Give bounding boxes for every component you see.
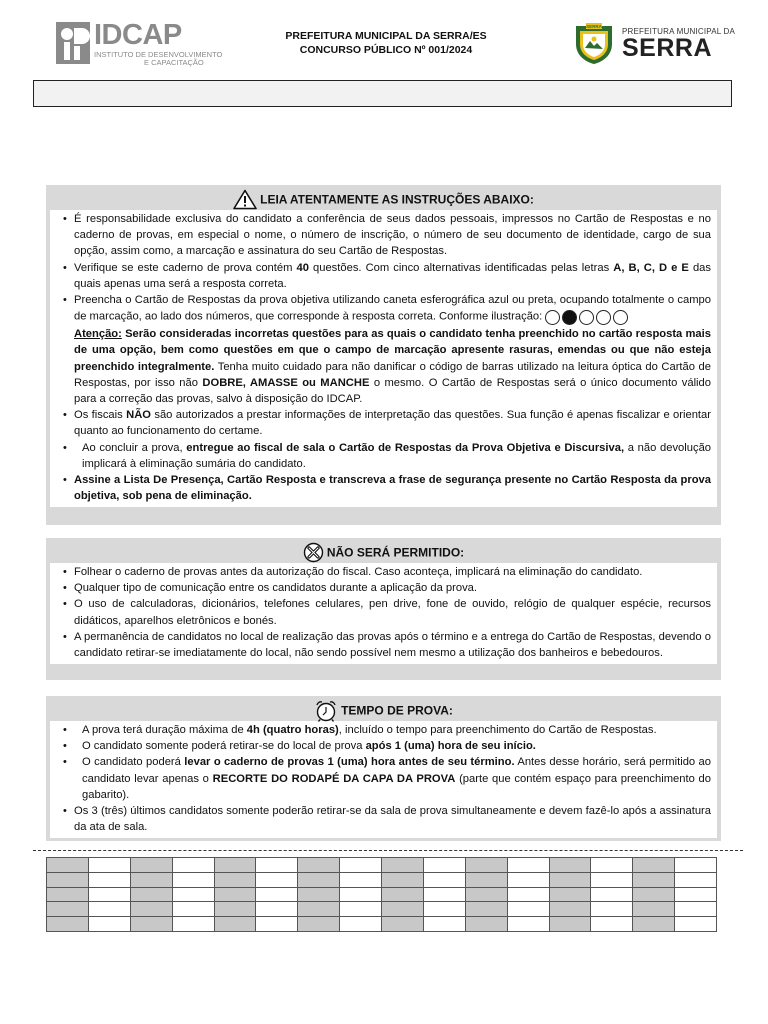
answer-grid-number-cell [214, 858, 256, 873]
answer-grid [46, 857, 717, 932]
prohibited-title: NÃO SERÁ PERMITIDO: [326, 545, 465, 560]
answer-grid-number-cell [549, 872, 591, 887]
answer-grid-answer-cell[interactable] [88, 872, 130, 887]
answer-grid-number-cell [214, 887, 256, 902]
list-item: • O uso de calculadoras, dicionários, telefones celulares, pen drive, fone de ouvido, relógio de qualquer espécie, recursos didáticos, aparelhos eletrônicos e bonés. [56, 596, 711, 628]
exam-title-line-2: CONCURSO PÚBLICO Nº 001/2024 [299, 44, 473, 56]
answer-grid-answer-cell[interactable] [591, 872, 633, 887]
exam-title-line-1: PREFEITURA MUNICIPAL DA SERRA/ES [285, 30, 487, 42]
serra-logo [572, 22, 736, 66]
prohibited-header [50, 542, 717, 563]
answer-grid-number-cell [465, 872, 507, 887]
answer-grid-number-cell [298, 902, 340, 917]
list-item: • O candidato somente poderá retirar-se do local de prova após 1 (uma) hora de seu início. [56, 738, 711, 754]
answer-grid-answer-cell[interactable] [591, 887, 633, 902]
answer-grid-number-cell [130, 902, 172, 917]
serra-logo-top-text: PREFEITURA MUNICIPAL DA [622, 27, 736, 36]
answer-grid-answer-cell[interactable] [507, 858, 549, 873]
list-item: • Ao concluir a prova, entregue ao fiscal de sala o Cartão de Respostas da Prova Objetiva e Discursiva, a não devolução implicará à eliminação sumária do candidato. [56, 440, 711, 472]
answer-grid-number-cell [549, 887, 591, 902]
answer-grid-number-cell [549, 902, 591, 917]
list-item: • Folhear o caderno de provas antes da autorização do fiscal. Caso aconteça, implicará na eliminação do candidato. [56, 564, 711, 580]
list-item: • A prova terá duração máxima de 4h (quatro horas), incluído o tempo para preenchimento do Cartão de Respostas. [56, 722, 711, 738]
answer-grid-answer-cell[interactable] [675, 887, 717, 902]
idcap-mark-icon [56, 22, 90, 64]
list-item: • Assine a Lista De Presença, Cartão Resposta e transcreva a frase de segurança presente no Cartão Resposta da prova objetiva, sob pena de eliminação. [56, 472, 711, 504]
alarm-clock-icon [314, 700, 338, 722]
candidate-name-field[interactable] [33, 80, 732, 107]
instructions-body [50, 210, 717, 507]
exam-title [240, 29, 532, 57]
answer-grid-row [47, 902, 717, 917]
answer-bubbles-example [545, 310, 628, 325]
answer-grid-answer-cell[interactable] [340, 858, 382, 873]
answer-grid-number-cell [214, 872, 256, 887]
answer-grid-number-cell [47, 858, 89, 873]
answer-grid-number-cell [130, 887, 172, 902]
answer-grid-answer-cell[interactable] [423, 887, 465, 902]
idcap-logo [56, 19, 223, 67]
answer-grid-number-cell [549, 917, 591, 932]
answer-grid-number-cell [130, 872, 172, 887]
answer-grid-answer-cell[interactable] [88, 887, 130, 902]
instructions-title: LEIA ATENTAMENTE AS INSTRUÇÕES ABAIXO: [260, 192, 534, 207]
answer-grid-number-cell [382, 917, 424, 932]
answer-grid-number-cell [382, 858, 424, 873]
list-item: • Os fiscais NÃO são autorizados a prestar informações de interpretação das questões. Sua função é apenas fiscalizar e orientar quanto ao funcionamento do certame. [56, 407, 711, 439]
prohibited-body [50, 563, 717, 664]
answer-grid-number-cell [633, 887, 675, 902]
serra-logo-name: SERRA [622, 34, 713, 62]
answer-grid-answer-cell[interactable] [507, 887, 549, 902]
answer-grid-answer-cell[interactable] [256, 872, 298, 887]
answer-grid-answer-cell[interactable] [172, 858, 214, 873]
answer-grid-answer-cell[interactable] [172, 902, 214, 917]
answer-grid-answer-cell[interactable] [172, 872, 214, 887]
answer-grid-number-cell [633, 858, 675, 873]
answer-grid-answer-cell[interactable] [340, 872, 382, 887]
answer-grid-answer-cell[interactable] [340, 902, 382, 917]
answer-grid-answer-cell[interactable] [256, 902, 298, 917]
instructions-header [50, 189, 717, 210]
answer-grid-number-cell [298, 858, 340, 873]
list-item: • É responsabilidade exclusiva do candidato a conferência de seus dados pessoais, impressos no Cartão de Respostas e no caderno de provas, em especial o nome, o número de inscrição, o número de seu documento de identidade, cargo de sua opção, assim como, a marcação e assinatura do seu Cartão de Respostas. [56, 211, 711, 260]
answer-grid-answer-cell[interactable] [591, 917, 633, 932]
answer-grid-number-cell [465, 902, 507, 917]
answer-grid-answer-cell[interactable] [507, 902, 549, 917]
answer-grid-number-cell [214, 902, 256, 917]
answer-grid-answer-cell[interactable] [256, 917, 298, 932]
answer-grid-answer-cell[interactable] [256, 858, 298, 873]
answer-grid-answer-cell[interactable] [507, 917, 549, 932]
list-item: • Qualquer tipo de comunicação entre os candidatos durante a aplicação da prova. [56, 580, 711, 596]
list-item: • O candidato poderá levar o caderno de provas 1 (uma) hora antes de seu término. Antes desse horário, será permitido ao candidato levar apenas o RECORTE DO RODAPÉ DA CAPA DA PROVA (parte que contém espaço para preenchimento do gabarito). [56, 754, 711, 803]
prohibited-box [46, 538, 721, 680]
idcap-name: IDCAP [94, 19, 182, 51]
serra-crest-label: SERRA [586, 24, 602, 29]
answer-grid-number-cell [298, 887, 340, 902]
answer-grid-answer-cell[interactable] [675, 917, 717, 932]
answer-grid-answer-cell[interactable] [423, 917, 465, 932]
prohibited-x-icon [303, 542, 324, 563]
answer-grid-number-cell [382, 902, 424, 917]
answer-grid-answer-cell[interactable] [675, 902, 717, 917]
exam-time-box [46, 696, 721, 841]
answer-grid-number-cell [298, 917, 340, 932]
answer-grid-number-cell [298, 872, 340, 887]
answer-grid-row [47, 858, 717, 873]
answer-grid-number-cell [214, 917, 256, 932]
answer-grid-number-cell [465, 917, 507, 932]
answer-grid-number-cell [549, 858, 591, 873]
answer-grid-number-cell [130, 917, 172, 932]
idcap-subtitle-1: INSTITUTO DE DESENVOLVIMENTO [94, 50, 223, 59]
answer-grid-row [47, 917, 717, 932]
answer-grid-number-cell [465, 887, 507, 902]
list-item: • A permanência de candidatos no local de realização das provas após o término e a entrega do Cartão de Respostas, devendo o candidato retirar-se imediatamente do local, não sendo possível nem mesmo a utilização dos banheiros e bebedouros. [56, 629, 711, 661]
exam-time-body [50, 721, 717, 838]
idcap-subtitle-2: E CAPACITAÇÃO [144, 58, 204, 67]
answer-grid-number-cell [465, 858, 507, 873]
answer-grid-answer-cell[interactable] [507, 872, 549, 887]
answer-grid-answer-cell[interactable] [423, 902, 465, 917]
answer-grid-number-cell [382, 872, 424, 887]
answer-grid-number-cell [47, 917, 89, 932]
answer-grid-answer-cell[interactable] [88, 917, 130, 932]
list-item: • Os 3 (três) últimos candidatos somente poderão retirar-se da sala de prova simultaneamente e devem fazê-lo após a assinatura da ata de sala. [56, 803, 711, 835]
answer-grid-answer-cell[interactable] [340, 887, 382, 902]
answer-grid-answer-cell[interactable] [256, 887, 298, 902]
answer-grid-answer-cell[interactable] [340, 917, 382, 932]
exam-time-header [50, 700, 717, 721]
answer-grid-answer-cell[interactable] [675, 872, 717, 887]
answer-grid-number-cell [382, 887, 424, 902]
warning-triangle-icon [233, 189, 257, 210]
answer-grid-answer-cell[interactable] [423, 872, 465, 887]
answer-grid-answer-cell[interactable] [675, 858, 717, 873]
list-item: • Preencha o Cartão de Respostas da prova objetiva utilizando caneta esferográfica azul ou preta, ocupando totalmente o campo de marcação, ao lado dos números, que corresponde à resposta correta. Conforme ilustração: Atenção: Serão consideradas incorretas questões para as quais o candidato tenha preenchido no cartão resposta mais de uma opção, bem como questões em que o campo de marcação apresente rasuras, emendas ou que não esteja preenchido integralmente. Tenha muito cuidado para não danificar o código de barras utilizado na leitura óptica do Cartão de Respostas, por isso não DOBRE, AMASSE ou MANCHE o mesmo. O Cartão de Respostas será o único documento válido para a correção das provas, salvo à disposição do IDCAP. [56, 292, 711, 407]
serra-crest-icon [572, 22, 616, 66]
answer-grid-answer-cell[interactable] [172, 887, 214, 902]
answer-grid-row [47, 872, 717, 887]
answer-grid-number-cell [633, 902, 675, 917]
answer-bubble-filled [562, 310, 577, 325]
answer-grid-answer-cell[interactable] [88, 858, 130, 873]
answer-grid-answer-cell[interactable] [591, 902, 633, 917]
answer-bubble-empty [613, 310, 628, 325]
answer-grid-number-cell [633, 917, 675, 932]
page-header [0, 0, 768, 76]
answer-grid-answer-cell[interactable] [88, 902, 130, 917]
answer-grid-number-cell [47, 887, 89, 902]
answer-grid-number-cell [47, 872, 89, 887]
answer-grid-row [47, 887, 717, 902]
cut-line [33, 850, 743, 851]
answer-bubble-empty [596, 310, 611, 325]
answer-grid-number-cell [47, 902, 89, 917]
answer-bubble-empty [545, 310, 560, 325]
attention-label: Atenção: [74, 328, 122, 341]
answer-grid-answer-cell[interactable] [423, 858, 465, 873]
exam-time-title: TEMPO DE PROVA: [341, 703, 453, 718]
answer-grid-answer-cell[interactable] [172, 917, 214, 932]
answer-grid-answer-cell[interactable] [591, 858, 633, 873]
instructions-box [46, 185, 721, 525]
answer-grid-number-cell [633, 872, 675, 887]
answer-grid-number-cell [130, 858, 172, 873]
answer-bubble-empty [579, 310, 594, 325]
list-item: • Verifique se este caderno de prova contém 40 questões. Com cinco alternativas identificadas pelas letras A, B, C, D e E das quais apenas uma será a resposta correta. [56, 260, 711, 292]
